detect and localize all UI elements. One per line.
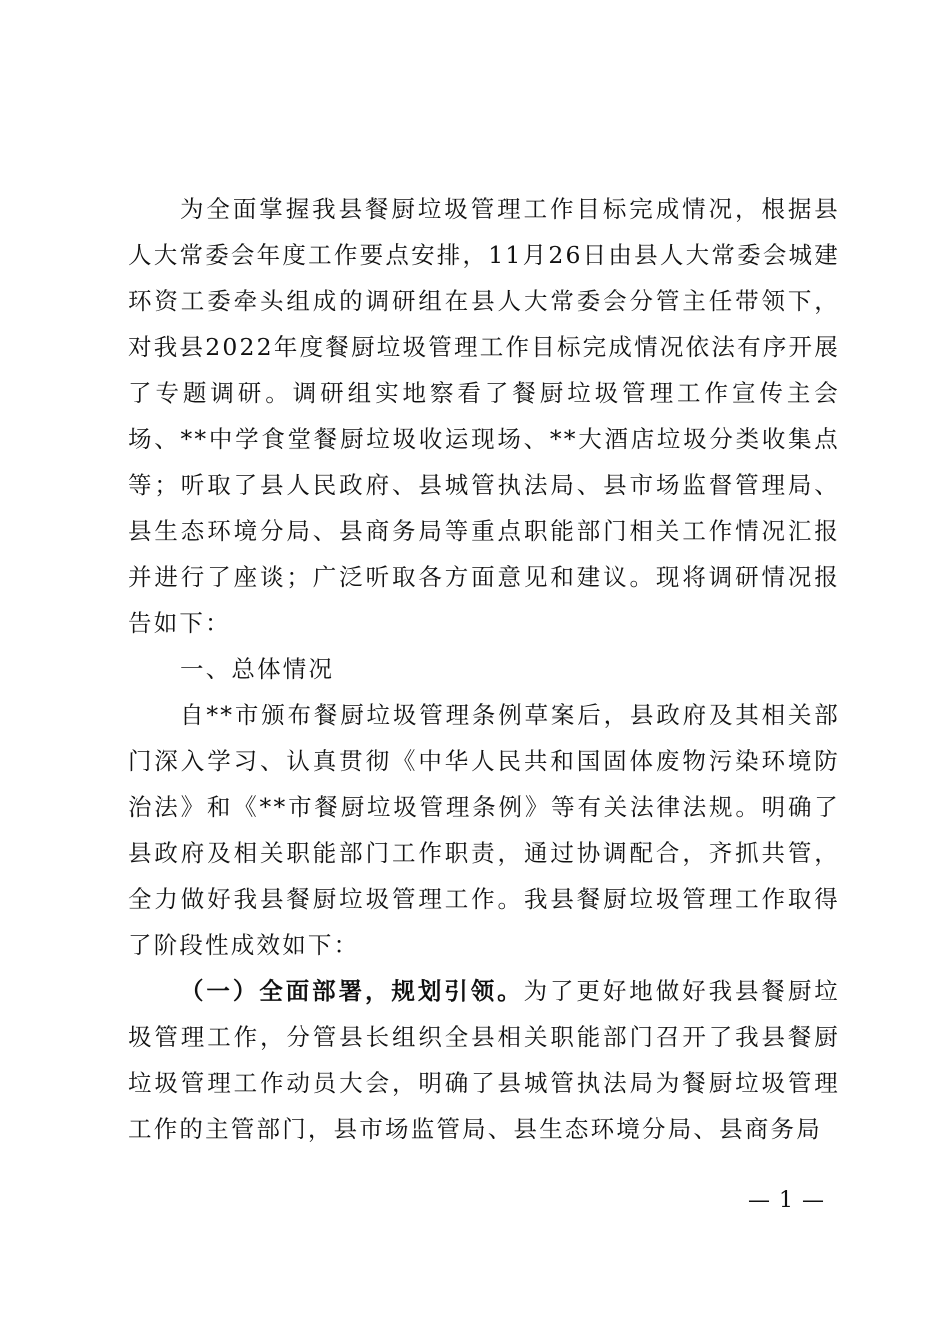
page-number: — 1 — — [748, 1188, 825, 1213]
section-heading-overview: 一、总体情况 — [180, 655, 335, 683]
subsection-text: 为了更好地做好我县餐厨垃圾管理工作，分管县长组织全县相关职能部门召开了我县餐厨垃圾管理工作动员大会，明确了县城管执法局为餐厨垃圾管理工作的主管部门，县市场监管局、县生态环境分局、县商务局 — [128, 977, 840, 1143]
subsection-paragraph — [128, 968, 840, 1152]
document-body — [128, 186, 840, 1152]
subsection-heading: （一）全面部署，规划引领。 — [180, 977, 524, 1005]
intro-paragraph: 为全面掌握我县餐厨垃圾管理工作目标完成情况，根据县人大常委会年度工作要点安排，11月26日由县人大常委会城建环资工委牵头组成的调研组在县人大常委会分管主任带领下，对我县2022年度餐厨垃圾管理工作目标完成情况依法有序开展了专题调研。调研组实地察看了餐厨垃圾管理工作宣传主会场、**中学食堂餐厨垃圾收运现场、**大酒店垃圾分类收集点等；听取了县人民政府、县城管执法局、县市场监督管理局、县生态环境分局、县商务局等重点职能部门相关工作情况汇报并进行了座谈；广泛听取各方面意见和建议。现将调研情况报告如下： — [128, 195, 840, 637]
overview-paragraph: 自**市颁布餐厨垃圾管理条例草案后，县政府及其相关部门深入学习、认真贯彻《中华人民共和国固体废物污染环境防治法》和《**市餐厨垃圾管理条例》等有关法律法规。明确了县政府及相关职能部门工作职责，通过协调配合，齐抓共管，全力做好我县餐厨垃圾管理工作。我县餐厨垃圾管理工作取得了阶段性成效如下： — [128, 701, 840, 959]
